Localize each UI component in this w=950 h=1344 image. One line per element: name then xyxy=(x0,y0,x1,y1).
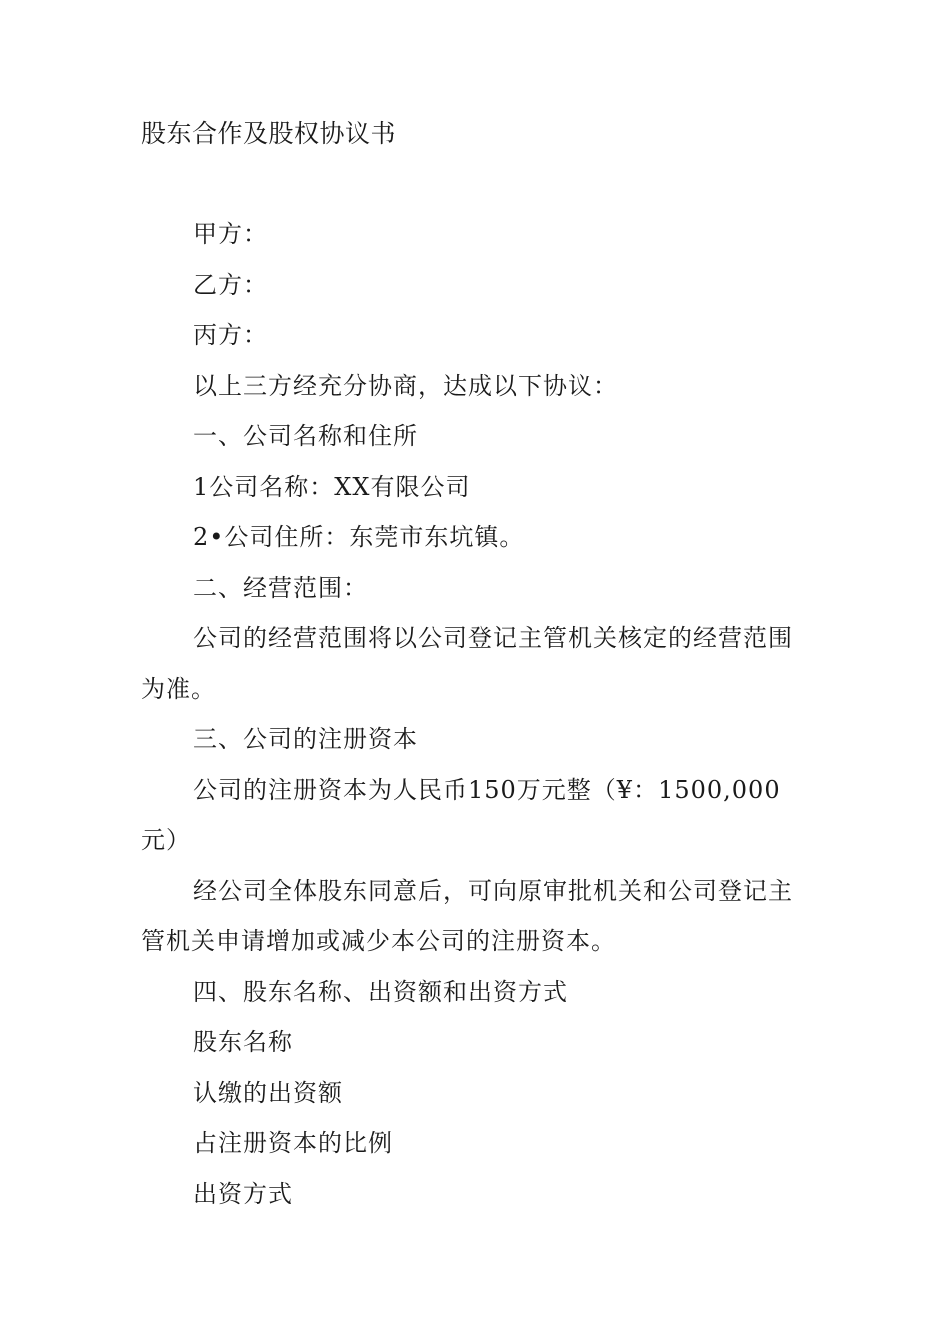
company-address-line: 2•公司住所：东莞市东坑镇。 xyxy=(193,523,525,551)
party-a-line: 甲方： xyxy=(193,220,268,248)
contribution-method-label: 出资方式 xyxy=(193,1179,293,1208)
section-2-heading: 二、经营范围： xyxy=(193,573,368,602)
document-body xyxy=(141,209,809,1219)
capital-change-text: 经公司全体股东同意后，可向原审批机关和公司登记主管机关申请增加或减少本公司的注册资本。 xyxy=(141,876,793,955)
company-name-line: 1公司名称：XX有限公司 xyxy=(193,472,471,501)
subscribed-amount-label: 认缴的出资额 xyxy=(193,1078,343,1107)
shareholder-name-label: 股东名称 xyxy=(193,1028,293,1056)
section-4-heading: 四、股东名称、出资额和出资方式 xyxy=(193,977,568,1006)
capital-ratio-label: 占注册资本的比例 xyxy=(193,1129,393,1157)
section-3-heading: 三、公司的注册资本 xyxy=(193,725,418,753)
registered-capital-text: 公司的注册资本为人民币150万元整（¥：1500,000元） xyxy=(141,775,781,854)
business-scope-text: 公司的经营范围将以公司登记主管机关核定的经营范围为准。 xyxy=(141,624,793,703)
party-b-line: 乙方： xyxy=(193,270,268,299)
section-1-heading: 一、公司名称和住所 xyxy=(193,422,418,450)
agreement-intro: 以上三方经充分协商，达成以下协议： xyxy=(193,371,618,400)
party-c-line: 丙方： xyxy=(193,321,268,349)
document-title: 股东合作及股权协议书 xyxy=(141,119,397,148)
